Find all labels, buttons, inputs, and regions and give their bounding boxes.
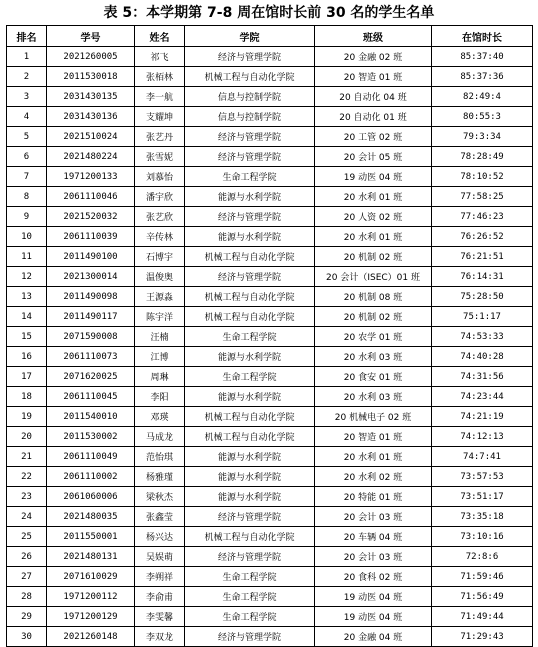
cell-duration: 73:10:16	[432, 527, 533, 547]
cell-rank: 4	[7, 107, 47, 127]
cell-class: 20 会计 05 班	[315, 147, 432, 167]
cell-student-id: 2071590008	[47, 327, 135, 347]
cell-class: 20 会计 03 班	[315, 547, 432, 567]
cell-duration: 74:53:33	[432, 327, 533, 347]
cell-name: 张艺丹	[135, 127, 185, 147]
cell-duration: 74:21:19	[432, 407, 533, 427]
cell-duration: 74:31:56	[432, 367, 533, 387]
table-row	[7, 327, 533, 347]
cell-rank: 9	[7, 207, 47, 227]
cell-name: 张雪妮	[135, 147, 185, 167]
cell-class: 20 自动化 04 班	[315, 87, 432, 107]
table-header-row	[7, 26, 533, 47]
cell-student-id: 2061110046	[47, 187, 135, 207]
table-row	[7, 167, 533, 187]
cell-class: 20 水利 01 班	[315, 447, 432, 467]
cell-rank: 1	[7, 47, 47, 67]
cell-duration: 76:14:31	[432, 267, 533, 287]
table-row	[7, 87, 533, 107]
cell-college: 机械工程与自动化学院	[185, 527, 315, 547]
cell-student-id: 2031430136	[47, 107, 135, 127]
cell-student-id: 2021260005	[47, 47, 135, 67]
cell-name: 范怡琪	[135, 447, 185, 467]
cell-class: 20 会计（ISEC）01 班	[315, 267, 432, 287]
cell-class: 20 水利 01 班	[315, 227, 432, 247]
cell-student-id: 2011540010	[47, 407, 135, 427]
cell-rank: 10	[7, 227, 47, 247]
cell-college: 经济与管理学院	[185, 507, 315, 527]
cell-rank: 5	[7, 127, 47, 147]
cell-rank: 3	[7, 87, 47, 107]
cell-college: 能源与水利学院	[185, 227, 315, 247]
cell-rank: 11	[7, 247, 47, 267]
cell-name: 周琳	[135, 367, 185, 387]
cell-college: 信息与控制学院	[185, 87, 315, 107]
table-row	[7, 587, 533, 607]
cell-name: 梁秋杰	[135, 487, 185, 507]
cell-class: 20 食安 01 班	[315, 367, 432, 387]
cell-duration: 74:23:44	[432, 387, 533, 407]
cell-name: 马成龙	[135, 427, 185, 447]
cell-class: 20 水利 01 班	[315, 187, 432, 207]
cell-college: 能源与水利学院	[185, 487, 315, 507]
cell-student-id: 2021480035	[47, 507, 135, 527]
cell-rank: 14	[7, 307, 47, 327]
cell-duration: 85:37:36	[432, 67, 533, 87]
cell-duration: 71:49:44	[432, 607, 533, 627]
cell-name: 李一航	[135, 87, 185, 107]
table-row	[7, 387, 533, 407]
cell-class: 20 工管 02 班	[315, 127, 432, 147]
cell-college: 生命工程学院	[185, 167, 315, 187]
cell-rank: 27	[7, 567, 47, 587]
cell-duration: 82:49:4	[432, 87, 533, 107]
cell-class: 20 机制 02 班	[315, 307, 432, 327]
cell-college: 经济与管理学院	[185, 207, 315, 227]
cell-college: 能源与水利学院	[185, 347, 315, 367]
cell-duration: 73:57:53	[432, 467, 533, 487]
table-row	[7, 447, 533, 467]
table-row	[7, 227, 533, 247]
cell-class: 20 水利 03 班	[315, 347, 432, 367]
cell-student-id: 2061110049	[47, 447, 135, 467]
cell-student-id: 2021520032	[47, 207, 135, 227]
table-row	[7, 567, 533, 587]
cell-student-id: 2061110073	[47, 347, 135, 367]
cell-duration: 80:55:3	[432, 107, 533, 127]
cell-name: 吴娱萌	[135, 547, 185, 567]
table-row	[7, 287, 533, 307]
cell-class: 20 自动化 01 班	[315, 107, 432, 127]
cell-name: 杨雅瑾	[135, 467, 185, 487]
cell-college: 机械工程与自动化学院	[185, 307, 315, 327]
table-row	[7, 427, 533, 447]
cell-student-id: 2011530002	[47, 427, 135, 447]
cell-student-id: 1971200133	[47, 167, 135, 187]
cell-duration: 71:59:46	[432, 567, 533, 587]
cell-college: 机械工程与自动化学院	[185, 407, 315, 427]
cell-rank: 23	[7, 487, 47, 507]
cell-college: 信息与控制学院	[185, 107, 315, 127]
cell-student-id: 2061060006	[47, 487, 135, 507]
cell-rank: 30	[7, 627, 47, 647]
cell-rank: 7	[7, 167, 47, 187]
cell-name: 王源淼	[135, 287, 185, 307]
cell-class: 20 人资 02 班	[315, 207, 432, 227]
cell-class: 19 动医 04 班	[315, 607, 432, 627]
table-row	[7, 607, 533, 627]
header-college: 学院	[185, 26, 315, 47]
cell-student-id: 2071620025	[47, 367, 135, 387]
cell-class: 20 智造 01 班	[315, 427, 432, 447]
table-row	[7, 207, 533, 227]
cell-college: 经济与管理学院	[185, 47, 315, 67]
table-row	[7, 527, 533, 547]
cell-rank: 24	[7, 507, 47, 527]
cell-college: 生命工程学院	[185, 567, 315, 587]
cell-duration: 78:28:49	[432, 147, 533, 167]
cell-name: 张栢林	[135, 67, 185, 87]
header-duration: 在馆时长	[432, 26, 533, 47]
table-row	[7, 307, 533, 327]
cell-duration: 75:1:17	[432, 307, 533, 327]
cell-class: 19 动医 04 班	[315, 167, 432, 187]
cell-college: 机械工程与自动化学院	[185, 67, 315, 87]
cell-student-id: 2021300014	[47, 267, 135, 287]
cell-college: 经济与管理学院	[185, 627, 315, 647]
header-class: 班级	[315, 26, 432, 47]
cell-college: 经济与管理学院	[185, 547, 315, 567]
table-row	[7, 627, 533, 647]
cell-duration: 85:37:40	[432, 47, 533, 67]
cell-college: 经济与管理学院	[185, 127, 315, 147]
cell-college: 机械工程与自动化学院	[185, 287, 315, 307]
table-row	[7, 247, 533, 267]
table-row	[7, 507, 533, 527]
cell-college: 生命工程学院	[185, 367, 315, 387]
cell-class: 20 农学 01 班	[315, 327, 432, 347]
cell-name: 李双龙	[135, 627, 185, 647]
table-row	[7, 347, 533, 367]
cell-student-id: 2011490100	[47, 247, 135, 267]
cell-class: 20 特能 01 班	[315, 487, 432, 507]
cell-class: 20 智造 01 班	[315, 67, 432, 87]
cell-student-id: 1971200112	[47, 587, 135, 607]
cell-class: 20 机械电子 02 班	[315, 407, 432, 427]
cell-student-id: 2021260148	[47, 627, 135, 647]
cell-college: 能源与水利学院	[185, 187, 315, 207]
cell-name: 杨兴达	[135, 527, 185, 547]
cell-college: 生命工程学院	[185, 587, 315, 607]
cell-duration: 78:10:52	[432, 167, 533, 187]
cell-rank: 12	[7, 267, 47, 287]
cell-rank: 22	[7, 467, 47, 487]
cell-student-id: 2061110002	[47, 467, 135, 487]
cell-college: 经济与管理学院	[185, 147, 315, 167]
cell-duration: 73:35:18	[432, 507, 533, 527]
cell-name: 石博宇	[135, 247, 185, 267]
cell-rank: 25	[7, 527, 47, 547]
cell-class: 20 机制 02 班	[315, 247, 432, 267]
cell-duration: 75:28:50	[432, 287, 533, 307]
cell-rank: 28	[7, 587, 47, 607]
cell-class: 19 动医 04 班	[315, 587, 432, 607]
cell-college: 能源与水利学院	[185, 447, 315, 467]
cell-duration: 74:7:41	[432, 447, 533, 467]
cell-class: 20 水利 02 班	[315, 467, 432, 487]
cell-class: 20 会计 03 班	[315, 507, 432, 527]
table-row	[7, 67, 533, 87]
cell-student-id: 2021510024	[47, 127, 135, 147]
cell-student-id: 2011550001	[47, 527, 135, 547]
cell-rank: 16	[7, 347, 47, 367]
student-ranking-table	[6, 25, 533, 647]
cell-name: 李俞甫	[135, 587, 185, 607]
table-row	[7, 47, 533, 67]
cell-class: 20 机制 08 班	[315, 287, 432, 307]
cell-student-id: 2061110039	[47, 227, 135, 247]
cell-student-id: 2011490117	[47, 307, 135, 327]
cell-name: 张艺欣	[135, 207, 185, 227]
cell-student-id: 2061110045	[47, 387, 135, 407]
cell-duration: 76:21:51	[432, 247, 533, 267]
cell-name: 支耀坤	[135, 107, 185, 127]
cell-college: 机械工程与自动化学院	[185, 427, 315, 447]
cell-name: 江博	[135, 347, 185, 367]
cell-student-id: 2021480224	[47, 147, 135, 167]
table-row	[7, 467, 533, 487]
cell-duration: 74:40:28	[432, 347, 533, 367]
cell-rank: 15	[7, 327, 47, 347]
cell-rank: 19	[7, 407, 47, 427]
cell-duration: 72:8:6	[432, 547, 533, 567]
cell-duration: 74:12:13	[432, 427, 533, 447]
cell-student-id: 2011490098	[47, 287, 135, 307]
header-student-id: 学号	[47, 26, 135, 47]
table-title: 表 5：本学期第 7-8 周在馆时长前 30 名的学生名单	[103, 5, 435, 21]
cell-student-id: 2011530018	[47, 67, 135, 87]
cell-class: 20 车辆 04 班	[315, 527, 432, 547]
cell-duration: 71:29:43	[432, 627, 533, 647]
cell-name: 温俊奥	[135, 267, 185, 287]
table-row	[7, 127, 533, 147]
cell-rank: 13	[7, 287, 47, 307]
table-row	[7, 487, 533, 507]
cell-name: 辛传林	[135, 227, 185, 247]
table-row	[7, 547, 533, 567]
cell-duration: 79:3:34	[432, 127, 533, 147]
table-body	[7, 47, 533, 647]
cell-college: 生命工程学院	[185, 327, 315, 347]
cell-duration: 77:58:25	[432, 187, 533, 207]
cell-rank: 6	[7, 147, 47, 167]
table-row	[7, 187, 533, 207]
cell-duration: 73:51:17	[432, 487, 533, 507]
cell-duration: 76:26:52	[432, 227, 533, 247]
cell-rank: 21	[7, 447, 47, 467]
cell-name: 李阳	[135, 387, 185, 407]
cell-rank: 26	[7, 547, 47, 567]
table-row	[7, 267, 533, 287]
cell-rank: 17	[7, 367, 47, 387]
cell-rank: 29	[7, 607, 47, 627]
cell-name: 刘慕怡	[135, 167, 185, 187]
table-row	[7, 407, 533, 427]
cell-student-id: 2031430135	[47, 87, 135, 107]
cell-name: 邓瑛	[135, 407, 185, 427]
cell-name: 李雯馨	[135, 607, 185, 627]
cell-name: 祁飞	[135, 47, 185, 67]
cell-name: 汪楠	[135, 327, 185, 347]
cell-student-id: 1971200129	[47, 607, 135, 627]
cell-class: 20 水利 03 班	[315, 387, 432, 407]
table-row	[7, 147, 533, 167]
header-name: 姓名	[135, 26, 185, 47]
header-rank: 排名	[7, 26, 47, 47]
cell-name: 潘宇欣	[135, 187, 185, 207]
cell-duration: 77:46:23	[432, 207, 533, 227]
cell-name: 李朔祥	[135, 567, 185, 587]
cell-student-id: 2071610029	[47, 567, 135, 587]
cell-college: 生命工程学院	[185, 607, 315, 627]
table-row	[7, 367, 533, 387]
table-row	[7, 107, 533, 127]
cell-class: 20 食科 02 班	[315, 567, 432, 587]
cell-rank: 8	[7, 187, 47, 207]
cell-rank: 20	[7, 427, 47, 447]
cell-college: 能源与水利学院	[185, 387, 315, 407]
cell-duration: 71:56:49	[432, 587, 533, 607]
cell-college: 经济与管理学院	[185, 267, 315, 287]
cell-class: 20 金融 04 班	[315, 627, 432, 647]
cell-rank: 2	[7, 67, 47, 87]
cell-class: 20 金融 02 班	[315, 47, 432, 67]
cell-name: 张鑫莹	[135, 507, 185, 527]
cell-college: 能源与水利学院	[185, 467, 315, 487]
cell-student-id: 2021480131	[47, 547, 135, 567]
cell-rank: 18	[7, 387, 47, 407]
cell-college: 机械工程与自动化学院	[185, 247, 315, 267]
cell-name: 陈宇洋	[135, 307, 185, 327]
